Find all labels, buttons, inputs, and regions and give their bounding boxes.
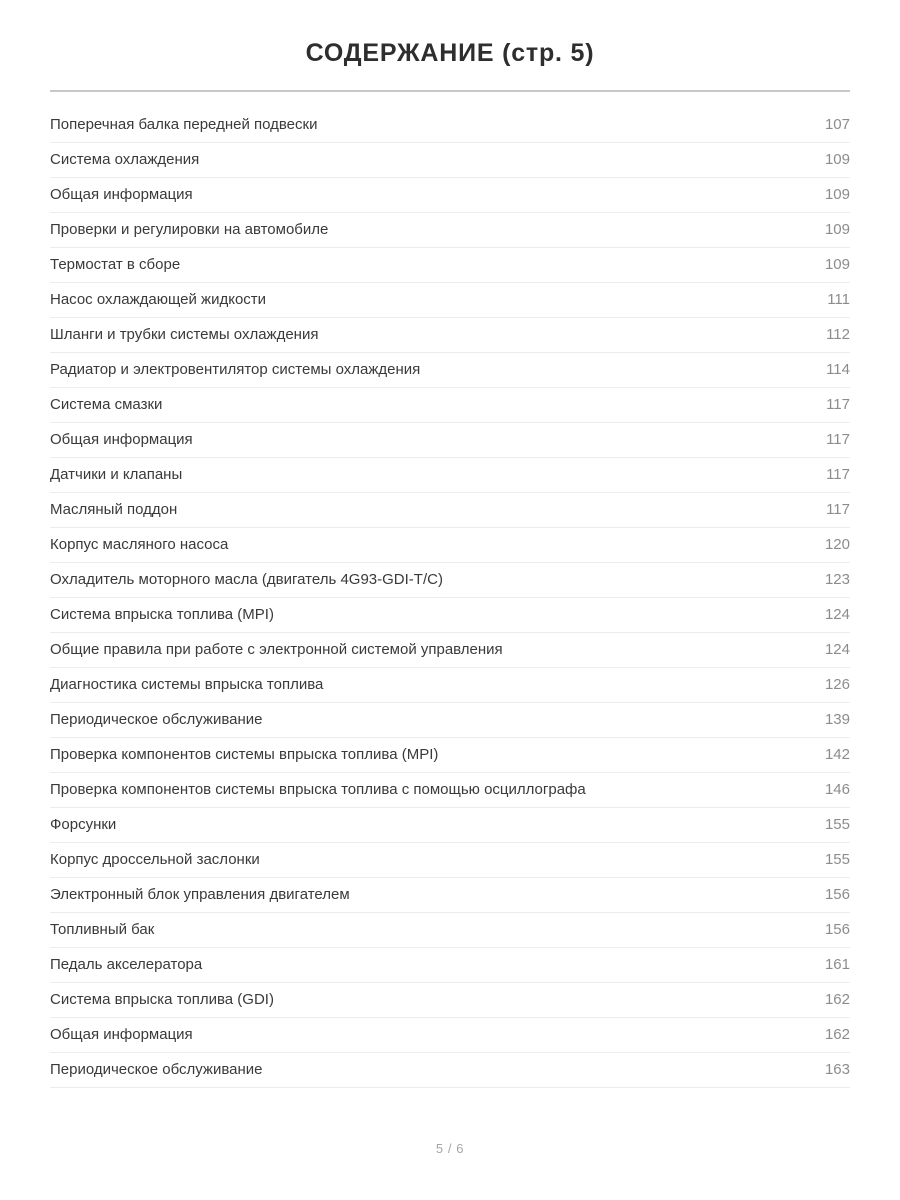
toc-entry-page-number[interactable]: 111 <box>780 283 850 318</box>
toc-entry-title[interactable]: Шланги и трубки системы охлаждения <box>50 318 780 353</box>
toc-entry-title[interactable]: Термостат в сборе <box>50 248 780 283</box>
toc-entry-title[interactable]: Корпус масляного насоса <box>50 528 780 563</box>
toc-entry-title[interactable]: Система впрыска топлива (GDI) <box>50 983 780 1018</box>
toc-entry-title[interactable]: Электронный блок управления двигателем <box>50 878 780 913</box>
page-title: СОДЕРЖАНИЕ (стр. 5) <box>305 39 595 67</box>
toc-entry-page-number[interactable]: 123 <box>780 563 850 598</box>
toc-entry-row[interactable] <box>50 668 850 703</box>
toc-entry-title[interactable]: Поперечная балка передней подвески <box>50 108 780 143</box>
toc-entry-page-number[interactable]: 124 <box>780 633 850 668</box>
toc-entry-page-number[interactable]: 109 <box>780 178 850 213</box>
toc-entry-row[interactable] <box>50 1053 850 1088</box>
toc-entry-row[interactable] <box>50 283 850 318</box>
toc-entry-title[interactable]: Проверка компонентов системы впрыска топлива с помощью осциллографа <box>50 773 780 808</box>
toc-entry-page-number[interactable]: 107 <box>780 108 850 143</box>
toc-entry-row[interactable] <box>50 633 850 668</box>
toc-entry-page-number[interactable]: 156 <box>780 913 850 948</box>
toc-entry-title[interactable]: Проверки и регулировки на автомобиле <box>50 213 780 248</box>
toc-entry-page-number[interactable]: 142 <box>780 738 850 773</box>
toc-entry-title[interactable]: Периодическое обслуживание <box>50 703 780 738</box>
toc-entry-row[interactable] <box>50 248 850 283</box>
toc-entry-page-number[interactable]: 146 <box>780 773 850 808</box>
toc-entry-page-number[interactable]: 120 <box>780 528 850 563</box>
toc-entry-row[interactable] <box>50 948 850 983</box>
toc-entry-title[interactable]: Датчики и клапаны <box>50 458 780 493</box>
toc-entry-title[interactable]: Корпус дроссельной заслонки <box>50 843 780 878</box>
toc-entry-title[interactable]: Общая информация <box>50 423 780 458</box>
toc-entry-row[interactable] <box>50 213 850 248</box>
toc-entry-row[interactable] <box>50 773 850 808</box>
toc-entry-page-number[interactable]: 112 <box>780 318 850 353</box>
toc-entry-title[interactable]: Проверка компонентов системы впрыска топлива (MPI) <box>50 738 780 773</box>
toc-entry-title[interactable]: Педаль акселератора <box>50 948 780 983</box>
toc-entry-row[interactable] <box>50 808 850 843</box>
toc-entry-page-number[interactable]: 162 <box>780 983 850 1018</box>
page-footer: 5 / 6 <box>435 1141 465 1156</box>
toc-entry-row[interactable] <box>50 738 850 773</box>
toc-entry-page-number[interactable]: 126 <box>780 668 850 703</box>
toc-entry-page-number[interactable]: 114 <box>780 353 850 388</box>
toc-entry-page-number[interactable]: 161 <box>780 948 850 983</box>
toc-entry-page-number[interactable]: 117 <box>780 458 850 493</box>
toc-entry-row[interactable] <box>50 703 850 738</box>
toc-entry-title[interactable]: Система охлаждения <box>50 143 780 178</box>
toc-entry-row[interactable] <box>50 423 850 458</box>
toc-entry-row[interactable] <box>50 528 850 563</box>
toc-entry-row[interactable] <box>50 353 850 388</box>
toc-entry-row[interactable] <box>50 388 850 423</box>
toc-entry-page-number[interactable]: 156 <box>780 878 850 913</box>
toc-entry-page-number[interactable]: 109 <box>780 248 850 283</box>
toc-entry-row[interactable] <box>50 143 850 178</box>
toc-entry-page-number[interactable]: 124 <box>780 598 850 633</box>
toc-entry-page-number[interactable]: 109 <box>780 213 850 248</box>
toc-entry-page-number[interactable]: 117 <box>780 493 850 528</box>
toc-body <box>50 108 850 1088</box>
toc-entry-page-number[interactable]: 162 <box>780 1018 850 1053</box>
table-of-contents <box>50 108 850 1088</box>
toc-entry-title[interactable]: Диагностика системы впрыска топлива <box>50 668 780 703</box>
toc-entry-row[interactable] <box>50 878 850 913</box>
toc-entry-row[interactable] <box>50 493 850 528</box>
toc-entry-title[interactable]: Радиатор и электровентилятор системы охлаждения <box>50 353 780 388</box>
toc-entry-title[interactable]: Периодическое обслуживание <box>50 1053 780 1088</box>
toc-entry-row[interactable] <box>50 983 850 1018</box>
toc-entry-page-number[interactable]: 139 <box>780 703 850 738</box>
toc-entry-row[interactable] <box>50 108 850 143</box>
toc-entry-row[interactable] <box>50 1018 850 1053</box>
toc-entry-title[interactable]: Общие правила при работе с электронной системой управления <box>50 633 780 668</box>
toc-entry-title[interactable]: Общая информация <box>50 1018 780 1053</box>
toc-entry-title[interactable]: Охладитель моторного масла (двигатель 4G93-GDI-T/C) <box>50 563 780 598</box>
toc-entry-page-number[interactable]: 163 <box>780 1053 850 1088</box>
toc-entry-title[interactable]: Масляный поддон <box>50 493 780 528</box>
toc-entry-title[interactable]: Топливный бак <box>50 913 780 948</box>
toc-entry-title[interactable]: Форсунки <box>50 808 780 843</box>
toc-entry-row[interactable] <box>50 598 850 633</box>
toc-entry-page-number[interactable]: 109 <box>780 143 850 178</box>
toc-entry-page-number[interactable]: 117 <box>780 423 850 458</box>
toc-entry-page-number[interactable]: 155 <box>780 843 850 878</box>
toc-entry-row[interactable] <box>50 178 850 213</box>
toc-entry-title[interactable]: Система смазки <box>50 388 780 423</box>
toc-entry-page-number[interactable]: 117 <box>780 388 850 423</box>
toc-entry-row[interactable] <box>50 563 850 598</box>
toc-entry-row[interactable] <box>50 913 850 948</box>
toc-entry-row[interactable] <box>50 318 850 353</box>
toc-entry-page-number[interactable]: 155 <box>780 808 850 843</box>
toc-entry-row[interactable] <box>50 458 850 493</box>
title-divider <box>50 90 850 92</box>
toc-entry-title[interactable]: Общая информация <box>50 178 780 213</box>
toc-entry-title[interactable]: Насос охлаждающей жидкости <box>50 283 780 318</box>
toc-entry-title[interactable]: Система впрыска топлива (MPI) <box>50 598 780 633</box>
toc-entry-row[interactable] <box>50 843 850 878</box>
